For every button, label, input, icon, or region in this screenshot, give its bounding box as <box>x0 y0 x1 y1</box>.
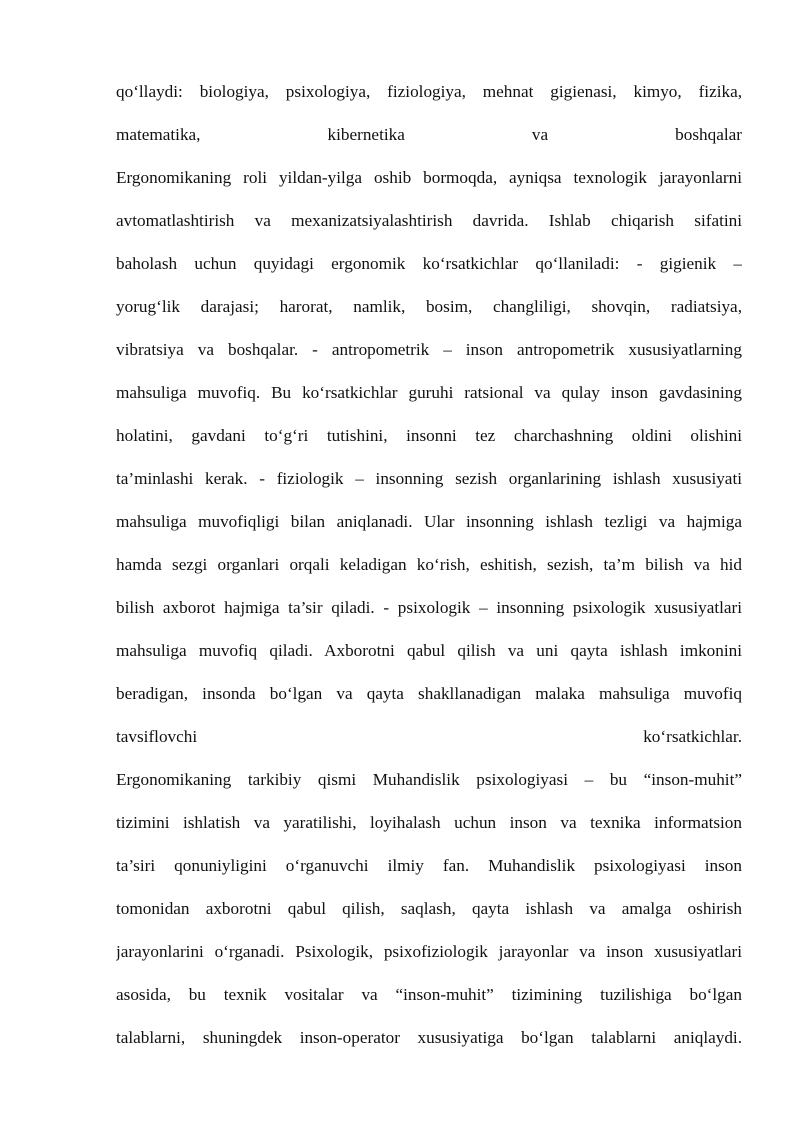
text-line: beradigan, insonda bo‘lgan va qayta shakllanadigan malaka mahsuliga muvofiq <box>116 684 742 703</box>
body-text <box>116 70 742 1059</box>
text-line: bilish axborot hajmiga ta’sir qiladi. - psixologik – insonning psixologik xususiyatlari <box>116 598 742 617</box>
text-line: holatini, gavdani to‘g‘ri tutishini, insonni tez charchashning oldini olishini <box>116 426 742 445</box>
text-line: qo‘llaydi: biologiya, psixologiya, fiziologiya, mehnat gigienasi, kimyo, fizika, <box>116 82 742 101</box>
text-line: vibratsiya va boshqalar. - antropometrik – inson antropometrik xususiyatlarning <box>116 340 742 359</box>
text-line: jarayonlarini o‘rganadi. Psixologik, psixofiziologik jarayonlar va inson xususiyatlari <box>116 942 742 961</box>
text-line: talablarni, shuningdek inson-operator xususiyatiga bo‘lgan talablarni aniqlaydi. <box>116 1028 742 1047</box>
text-line: yorug‘lik darajasi; harorat, namlik, bosim, changliligi, shovqin, radiatsiya, <box>116 297 742 316</box>
text-line: asosida, bu texnik vositalar va “inson-muhit” tizimining tuzilishiga bo‘lgan <box>116 985 742 1004</box>
text-line: mahsuliga muvofiq. Bu ko‘rsatkichlar guruhi ratsional va qulay inson gavdasining <box>116 383 742 402</box>
text-line: ta’siri qonuniyligini o‘rganuvchi ilmiy fan. Muhandislik psixologiyasi inson <box>116 856 742 875</box>
text-line: baholash uchun quyidagi ergonomik ko‘rsatkichlar qo‘llaniladi: - gigienik – <box>116 254 742 273</box>
text-line: Ergonomikaning tarkibiy qismi Muhandislik psixologiyasi – bu “inson-muhit” <box>116 770 742 789</box>
text-line: mahsuliga muvofiqligi bilan aniqlanadi. Ular insonning ishlash tezligi va hajmiga <box>116 512 742 531</box>
text-line: tomonidan axborotni qabul qilish, saqlash, qayta ishlash va amalga oshirish <box>116 899 742 918</box>
text-line: tavsiflovchi ko‘rsatkichlar. <box>116 727 742 746</box>
text-line: ta’minlashi kerak. - fiziologik – insonning sezish organlarining ishlash xususiyati <box>116 469 742 488</box>
text-line: hamda sezgi organlari orqali keladigan ko‘rish, eshitish, sezish, ta’m bilish va hid <box>116 555 742 574</box>
text-line: tizimini ishlatish va yaratilishi, loyihalash uchun inson va texnika informatsion <box>116 813 742 832</box>
text-line: matematika, kibernetika va boshqalar <box>116 125 742 144</box>
text-line: Ergonomikaning roli yildan-yilga oshib bormoqda, ayniqsa texnologik jarayonlarni <box>116 168 742 187</box>
text-line: avtomatlashtirish va mexanizatsiyalashtirish davrida. Ishlab chiqarish sifatini <box>116 211 742 230</box>
text-line: mahsuliga muvofiq qiladi. Axborotni qabul qilish va uni qayta ishlash imkonini <box>116 641 742 660</box>
